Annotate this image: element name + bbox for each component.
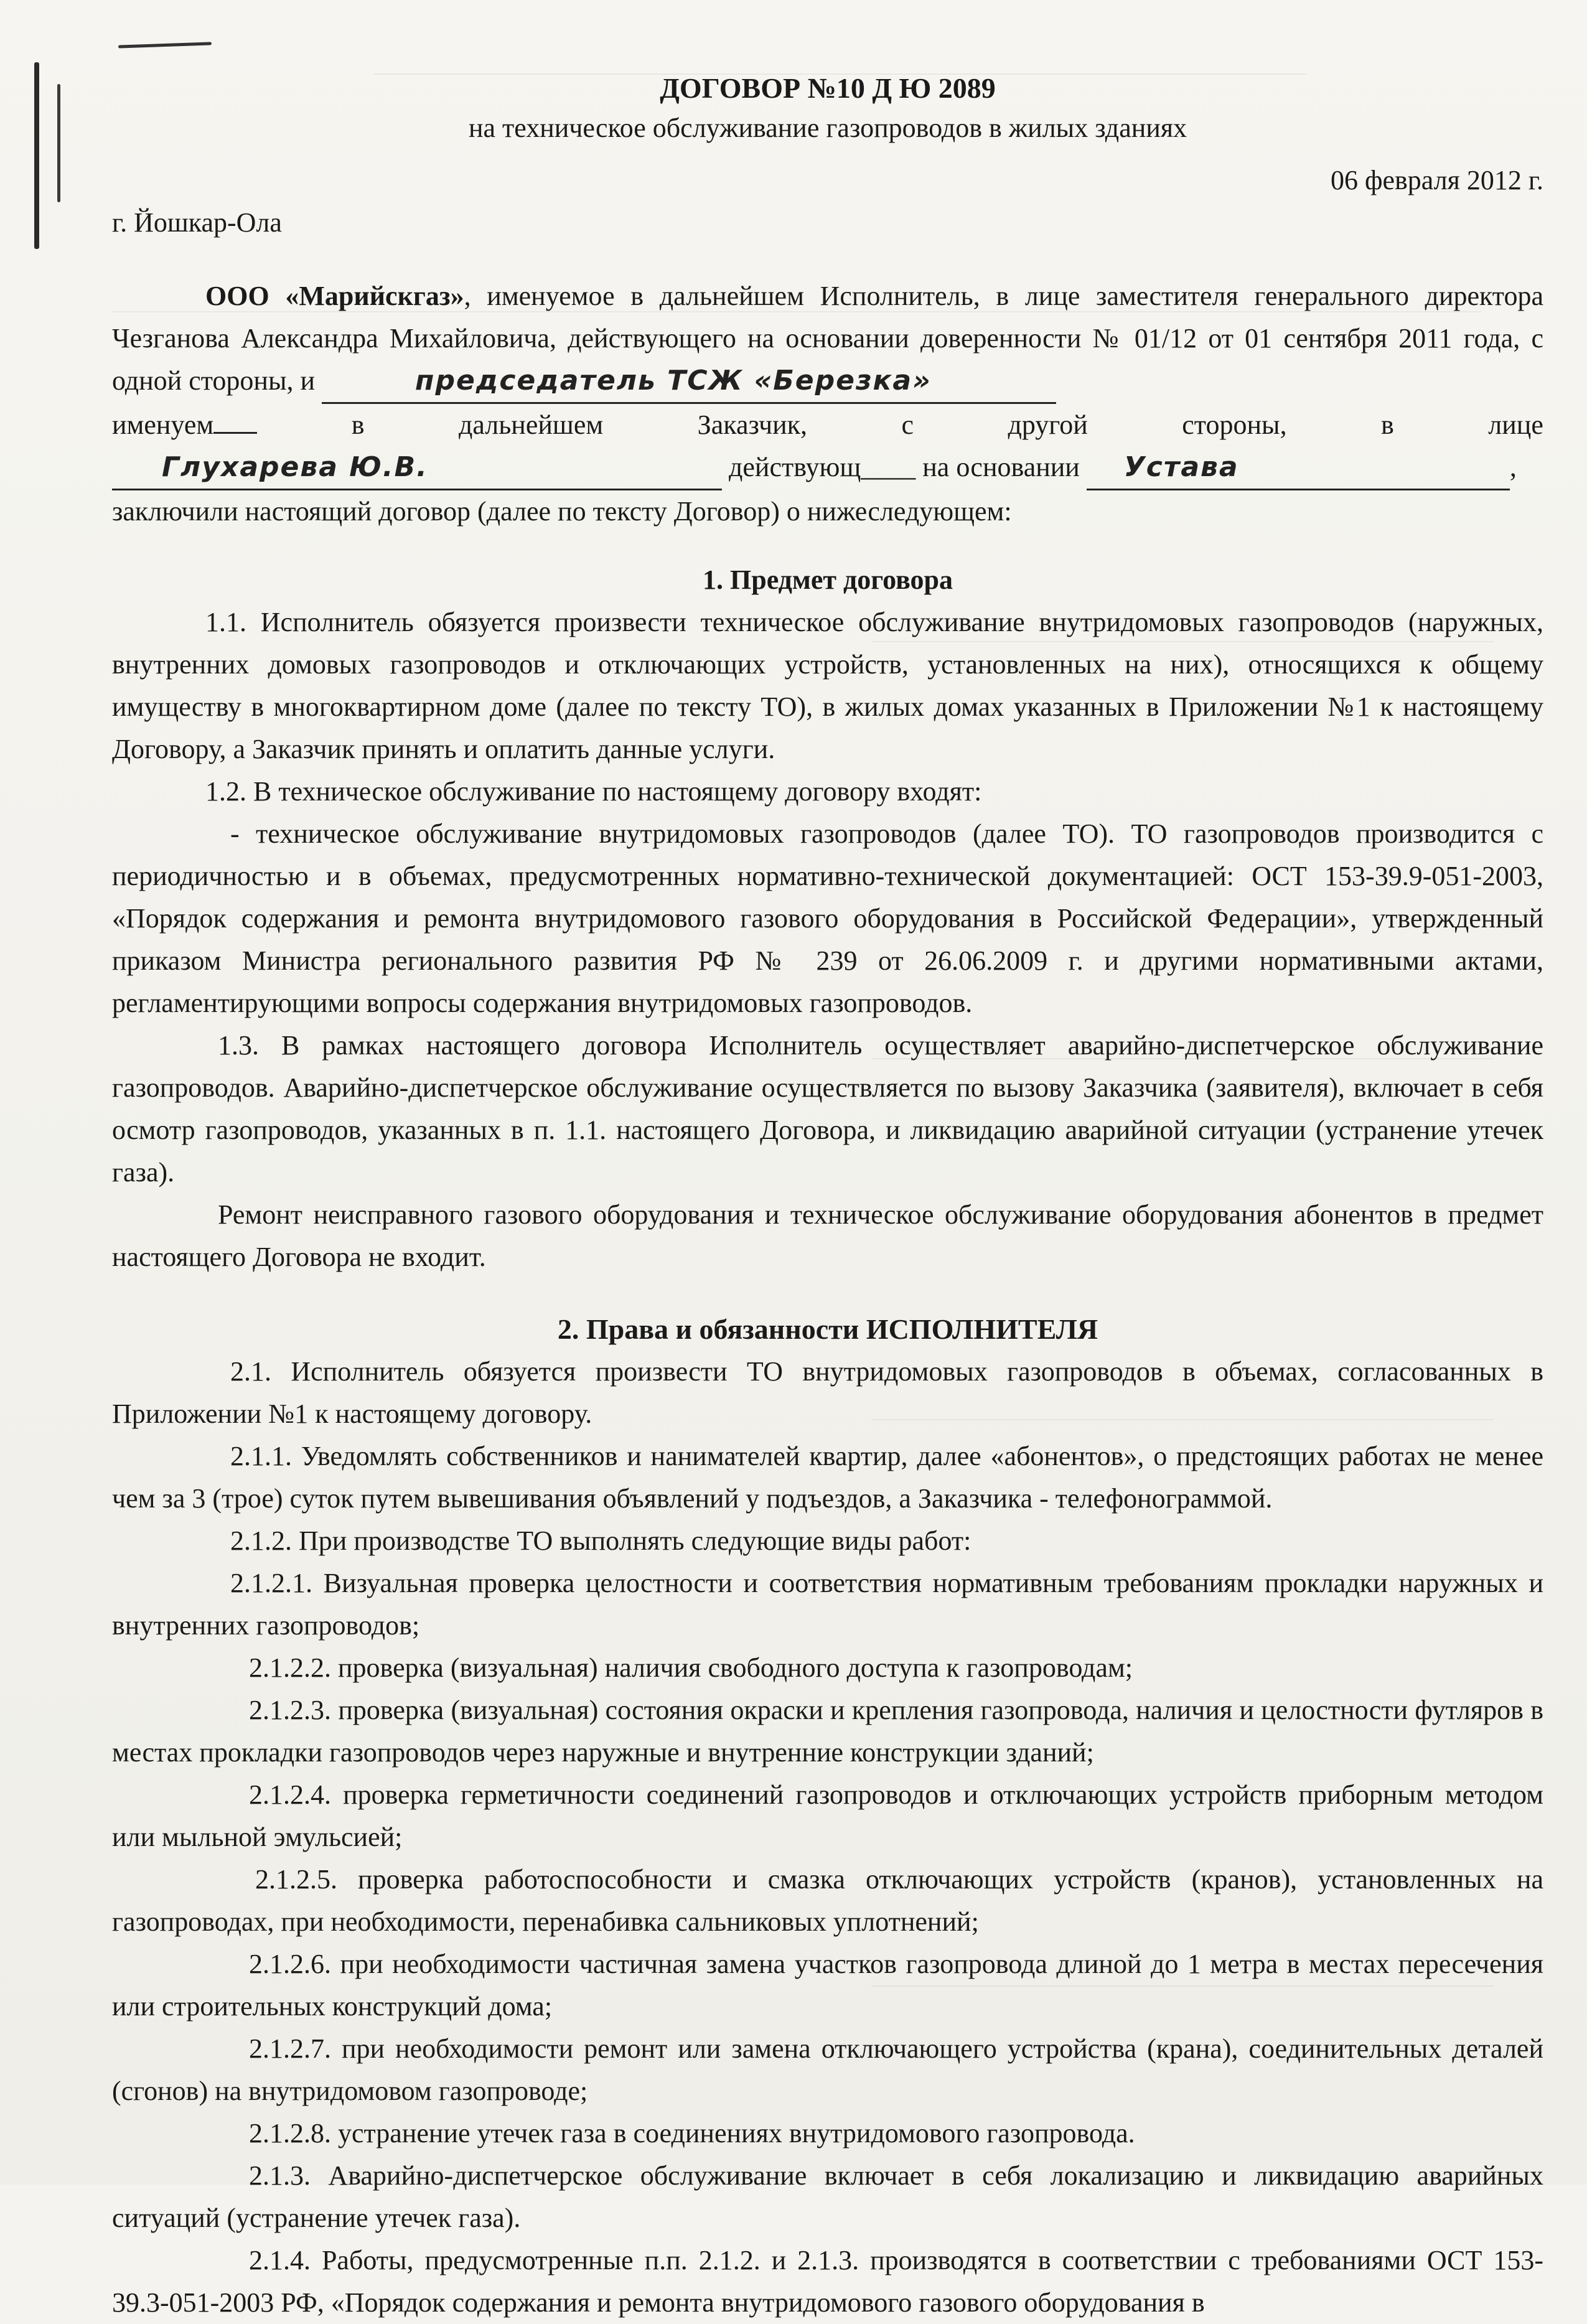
preamble-person-line: Глухарева Ю.В. действующ____ на основании Устава , — [112, 446, 1543, 490]
clause-1-2-a: - техническое обслуживание внутридомовых газопроводов (далее ТО). ТО газопроводов производится с периодичностью и в объемах, предусмотренных нормативно-технической документацией: ОСТ 153-39.9-051-2003, «Порядок содержания и ремонта внутридомового газового оборудования в Российской Федерации», утвержденный приказом Министра регионального развития РФ № 239 от 26.06.2009 г. и другими нормативными актами, регламентирующими вопросы содержания внутридомовых газопроводов. — [112, 818, 1543, 1018]
word-in-2: в — [1381, 410, 1394, 440]
preamble-paragraph — [112, 275, 1543, 404]
word-person: лице — [1488, 410, 1543, 440]
handwritten-basis: Устава — [1087, 446, 1510, 490]
binding-mark — [34, 62, 39, 249]
preamble-tail: заключили настоящий договор (далее по тексту Договор) о нижеследующем: — [112, 496, 1012, 527]
word-with: с — [901, 410, 914, 440]
word-further: дальнейшем — [458, 410, 604, 440]
clause-2-1-2-4: 2.1.2.4. проверка герметичности соединений газопроводов и отключающих устройств приборным методом или мыльной эмульсией; — [112, 1779, 1543, 1852]
clause-2-1-3: 2.1.3. Аварийно-диспетчерское обслуживание включает в себя локализацию и ликвидацию аварийных ситуаций (устранение утечек газа). — [112, 2160, 1543, 2233]
handwritten-customer: председатель ТСЖ «Березка» — [322, 360, 1056, 404]
section-1-heading: 1. Предмет договора — [703, 565, 953, 595]
acting-text: действующ____ на основании — [729, 452, 1080, 482]
word-customer: Заказчик, — [697, 410, 808, 440]
clause-2-1-2-2: 2.1.2.2. проверка (визуальная) наличия свободного доступа к газопроводам; — [249, 1652, 1133, 1683]
word-named: именуем — [112, 404, 257, 446]
binding-mark-2 — [57, 84, 60, 202]
clause-2-1-2-7: 2.1.2.7. при необходимости ремонт или замена отключающего устройства (крана), соединительных деталей (сгонов) на внутридомовом газопроводе; — [112, 2033, 1543, 2106]
word-other: другой — [1008, 410, 1088, 440]
clause-1-3: 1.3. В рамках настоящего договора Исполнитель осуществляет аварийно-диспетчерское обслуживание газопроводов. Аварийно-диспетчерское обслуживание осуществляется по вызову Заказчика (заявителя), включает в себя осмотр газопроводов, указанных в п. 1.1. настоящего Договора, и ликвидацию аварийной ситуации (устранение утечек газа). — [112, 1030, 1543, 1188]
preamble-text: , именуемое в дальнейшем Исполнитель, в лице заместителя генерального директора Чезганова Александра Михайловича, действующего на основании доверенности № 01/12 от 01 сентября 2011 года, с одной стороны, и — [112, 281, 1543, 396]
contract-date: 06 февраля 2012 г. — [1330, 165, 1543, 195]
word-side: стороны, — [1182, 410, 1287, 440]
clause-2-1-2: 2.1.2. При производстве ТО выполнять следующие виды работ: — [230, 1525, 971, 1556]
clause-2-1-1: 2.1.1. Уведомлять собственников и нанимателей квартир, далее «абонентов», о предстоящих работах не менее чем за 3 (трое) суток путем вывешивания объявлений у подъездов, а Заказчика - телефонограммой. — [112, 1441, 1543, 1514]
contract-title: ДОГОВОР №10 Д Ю 2089 — [660, 72, 996, 104]
clause-2-1-2-8: 2.1.2.8. устранение утечек газа в соединениях внутридомового газопровода. — [249, 2118, 1135, 2148]
preamble-spread-line — [112, 404, 1543, 446]
clause-2-1-2-5: 2.1.2.5. проверка работоспособности и смазка отключающих устройств (кранов), установленных на газопроводах, при необходимости, перенабивка сальниковых уплотнений; — [112, 1864, 1543, 1937]
document-body — [112, 62, 1543, 2324]
clause-2-1-4: 2.1.4. Работы, предусмотренные п.п. 2.1.2. и 2.1.3. производятся в соответствии с требованиями ОСТ 153-39.3-051-2003 РФ, «Порядок содержания и ремонта внутридомового газового оборудования в — [112, 2245, 1543, 2318]
clause-1-1: 1.1. Исполнитель обязуется произвести техническое обслуживание внутридомовых газопроводов (наружных, внутренних домовых газопроводов и отключающих устройств, установленных на них), относящихся к общему имуществу в многоквартирном доме (далее по тексту ТО), в жилых домах указанных в Приложении №1 к настоящему Договору, а Заказчик принять и оплатить данные услуги. — [112, 607, 1543, 764]
clause-2-1-2-6: 2.1.2.6. при необходимости частичная замена участков газопровода длиной до 1 метра в местах пересечения или строительных конструкций дома; — [112, 1949, 1543, 2022]
section-2-heading: 2. Права и обязанности ИСПОЛНИТЕЛЯ — [557, 1313, 1098, 1345]
clause-1-4: Ремонт неисправного газового оборудования и техническое обслуживание оборудования абонентов в предмет настоящего Договора не входит. — [112, 1199, 1543, 1272]
pen-stroke — [118, 42, 212, 48]
org-name: ООО «Марийскгаз» — [205, 281, 464, 311]
clause-2-1: 2.1. Исполнитель обязуется произвести ТО внутридомовых газопроводов в объемах, согласованных в Приложении №1 к настоящему договору. — [112, 1356, 1543, 1429]
word-in: в — [351, 410, 365, 440]
clause-2-1-2-1: 2.1.2.1. Визуальная проверка целостности и соответствия нормативным требованиям прокладки наружных и внутренних газопроводов; — [112, 1568, 1543, 1641]
contract-subtitle: на техническое обслуживание газопроводов в жилых зданиях — [468, 113, 1187, 143]
clause-2-1-2-3: 2.1.2.3. проверка (визуальная) состояния окраски и крепления газопровода, наличия и целостности футляров в местах прокладки газопроводов через наружные и внутренние конструкции зданий; — [112, 1695, 1543, 1768]
clause-1-2: 1.2. В техническое обслуживание по настоящему договору входят: — [205, 776, 982, 807]
handwritten-person: Глухарева Ю.В. — [112, 446, 722, 490]
contract-city: г. Йошкар-Ола — [112, 207, 282, 238]
